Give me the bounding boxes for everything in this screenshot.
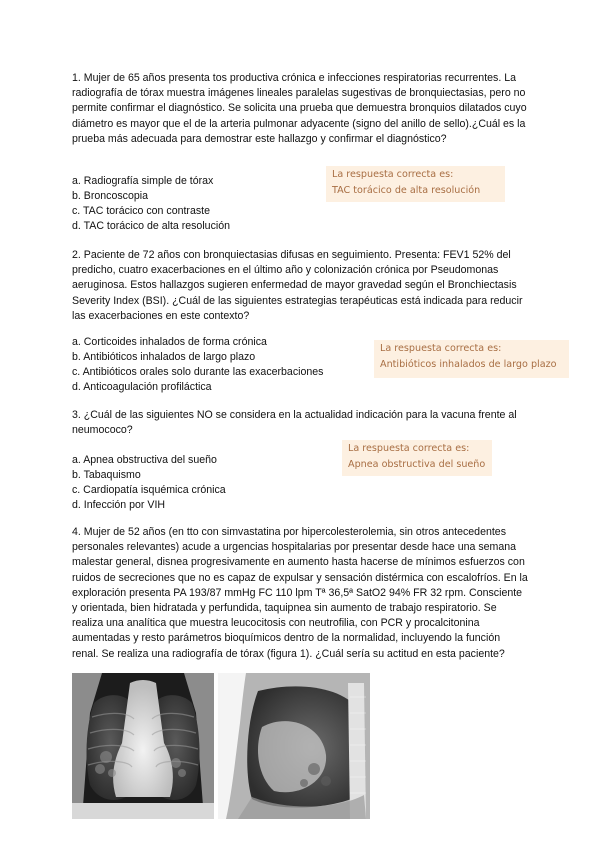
option-2d: d. Anticoagulación profiláctica	[72, 381, 212, 393]
option-3c: c. Cardiopatía isquémica crónica	[72, 484, 226, 496]
option-3b: b. Tabaquismo	[72, 469, 141, 481]
question-2-options	[72, 335, 323, 395]
answer-box-2	[374, 340, 569, 378]
answer-box-3	[342, 440, 492, 476]
option-1b: b. Broncoscopia	[72, 190, 148, 202]
option-1d: d. TAC torácico de alta resolución	[72, 220, 231, 232]
question-4-text: 4. Mujer de 52 años (en tto con simvastatina por hipercolesterolemia, sin otros antecedentes personales relevantes) acude a urgencias hospitalarias por presentar desde hace una semana malestar general, disnea progresivamente en aumento hasta hacerse de mínimos esfuerzos con ruidos de secreciones que no es capaz de expulsar y sensación distérmica con escalofríos. En la exploración presenta PA 193/87 mmHg FC 110 lpm Tª 36,5ª SatO2 94% FR 32 rpm. Consciente y orientada, bien hidratada y perfundida, taquipnea sin aumento de trabajo respiratorio. Se realiza una analítica que muestra leucocitosis con neutrofilia, con PCR y procalcitonina aumentadas y resto parámetros bioquímicos dentro de la normalidad, incluyendo la función renal. Se realiza una radiografía de tórax (figura 1). ¿Cuál sería su actitud en esta paciente?	[72, 526, 528, 660]
answer-1-label: La respuesta correcta es:	[332, 169, 454, 180]
option-2b: b. Antibióticos inhalados de largo plazo	[72, 351, 256, 363]
answer-box-1	[326, 166, 505, 202]
question-1-options	[72, 174, 230, 234]
option-3d: d. Infección por VIH	[72, 499, 166, 511]
question-1-text: 1. Mujer de 65 años presenta tos productiva crónica e infecciones respiratorias recurrentes. La radiografía de tórax muestra imágenes lineales paralelas sugestivas de bronquiectasias, pero no permite confirmar el diagnóstico. Se solicita una prueba que demuestra bronquios dilatados cuyo diámetro es mayor que el de la arteria pulmonar adyacente (signo del anillo de sello).¿Cuál es la prueba más adecuada para demostrar este hallazgo y confirmar el diagnóstico?	[72, 72, 527, 145]
option-1c: c. TAC torácico con contraste	[72, 205, 210, 217]
question-3-text: 3. ¿Cuál de las siguientes NO se considera en la actualidad indicación para la vacuna frente al neumococo?	[72, 409, 517, 437]
answer-3-label: La respuesta correcta es:	[348, 443, 470, 454]
option-2c: c. Antibióticos orales solo durante las exacerbaciones	[72, 366, 324, 378]
chest-xray-figure	[72, 673, 370, 819]
xray-lateral-image	[218, 673, 370, 819]
xray-pa-image	[72, 673, 214, 819]
answer-1-value: TAC torácico de alta resolución	[332, 185, 481, 196]
option-3a: a. Apnea obstructiva del sueño	[72, 454, 217, 466]
answer-2-value: Antibióticos inhalados de largo plazo	[380, 359, 557, 370]
question-3-options	[72, 453, 226, 513]
answer-3-value: Apnea obstructiva del sueño	[348, 459, 486, 470]
question-2-text: 2. Paciente de 72 años con bronquiectasias difusas en seguimiento. Presenta: FEV1 52% del predicho, cuatro exacerbaciones en el último año y colonización crónica por Pseudomonas aeruginosa. Estos hallazgos sugieren enfermedad de mayor gravedad según el Bronchiectasis Severity Index (BSI). ¿Cuál de las siguientes estrategias terapéuticas está indicada para reducir las exacerbaciones en este contexto?	[72, 249, 523, 322]
option-2a: a. Corticoides inhalados de forma crónica	[72, 336, 267, 348]
answer-2-label: La respuesta correcta es:	[380, 343, 502, 354]
option-1a: a. Radiografía simple de tórax	[72, 175, 214, 187]
